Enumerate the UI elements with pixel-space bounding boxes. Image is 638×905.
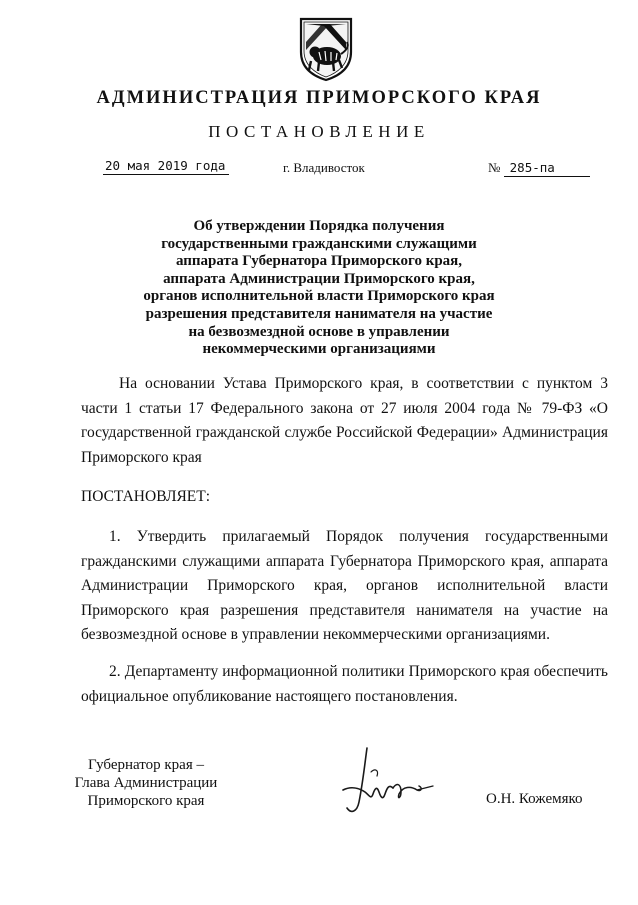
handwritten-signature-icon [337, 742, 437, 822]
title-line: некоммерческими организациями [202, 341, 436, 358]
resolves-heading: ПОСТАНОВЛЯЕТ: [81, 488, 211, 505]
position-line: Губернатор края – [88, 757, 204, 773]
document-date: 20 мая 2019 года [103, 158, 229, 175]
organization-name: АДМИНИСТРАЦИЯ ПРИМОРСКОГО КРАЯ [96, 88, 542, 108]
signatory-name: О.Н. Кожемяко [486, 791, 583, 807]
signatory-position [66, 756, 226, 810]
title-line: аппарата Администрации Приморского края, [163, 270, 475, 287]
position-line: Приморского края [87, 793, 205, 809]
preamble-paragraph: На основании Устава Приморского края, в соответствии с пунктом 3 части 1 статьи 17 Федерального закона от 27 июля 2004 года № 79-ФЗ «О государственной гражданской службе Российской Федерации» Администрация Приморского края [81, 375, 608, 466]
title-line: органов исполнительной власти Приморского края [143, 288, 495, 305]
number-sign: № [488, 160, 501, 175]
document-city: г. Владивосток [283, 160, 365, 175]
item-2-paragraph: 2. Департаменту информационной политики Приморского края обеспечить официальное опубликование настоящего постановления. [81, 663, 608, 705]
title-line: аппарата Губернатора Приморского края, [175, 253, 463, 270]
title-line: Об утверждении Порядка получения [193, 218, 445, 234]
title-line: на безвозмездной основе в управлении [188, 323, 450, 340]
position-line: Глава Администрации [74, 775, 218, 791]
document-number: 285-па [504, 160, 590, 177]
title-line: государственными гражданскими служащими [161, 235, 477, 252]
item-1-paragraph: 1. Утвердить прилагаемый Порядок получения государственными гражданскими служащими аппарата Губернатора Приморского края, аппарата Администрации Приморского края, органов исполнительной власти Приморского края разрешения представителя нанимателя на участие на безвозмездной основе в управлении некоммерческими организациями. [81, 528, 608, 643]
title-line: разрешения представителя нанимателя на участие [145, 305, 493, 322]
coat-of-arms-icon [297, 16, 355, 82]
document-title [0, 218, 638, 359]
document-number-block [488, 160, 590, 177]
document-type: ПОСТАНОВЛЕНИЕ [208, 122, 430, 141]
